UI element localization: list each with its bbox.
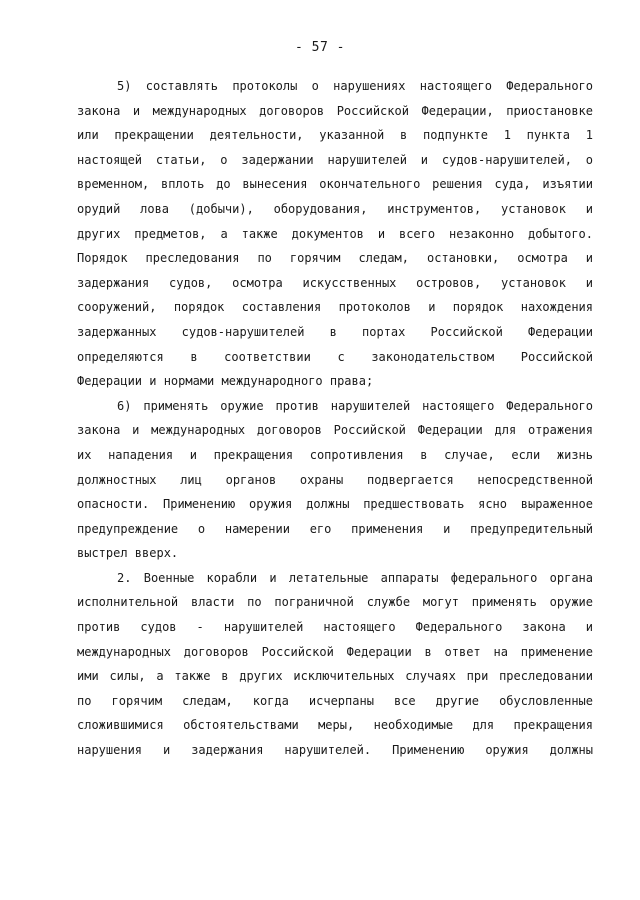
text-line: орудий лова (добычи), оборудования, инструментов, установок и [77, 201, 593, 216]
text-line: закона и международных договоров Российской Федерации, приостановке [77, 103, 593, 118]
text-line: Порядок преследования по горячим следам, остановки, осмотра и [77, 251, 593, 266]
text-line: 2. Военные корабли и летательные аппараты федерального органа [117, 570, 593, 585]
paragraph-item-5 [77, 74, 593, 394]
text-line: нарушения и задержания нарушителей. Применению оружия должны [77, 743, 593, 758]
text-line: других предметов, а также документов и всего незаконно добытого. [77, 226, 593, 241]
text-line: ими силы, а также в других исключительных случаях при преследовании [77, 669, 593, 684]
paragraph-clause-2 [77, 566, 593, 763]
text-line: Федерации и нормами международного права; [77, 374, 374, 389]
text-line: задержанных судов-нарушителей в портах Российской Федерации [77, 324, 593, 339]
text-line: против судов - нарушителей настоящего Федерального закона и [77, 620, 593, 635]
text-line: сооружений, порядок составления протоколов и порядок нахождения [77, 300, 593, 315]
text-line: временном, вплоть до вынесения окончательного решения суда, изъятии [77, 177, 593, 192]
text-line: 6) применять оружие против нарушителей настоящего Федерального [117, 398, 593, 413]
text-line: должностных лиц органов охраны подвергается непосредственной [77, 472, 593, 487]
text-line: опасности. Применению оружия должны предшествовать ясно выраженное [77, 497, 593, 512]
text-line: международных договоров Российской Федерации в ответ на применение [77, 644, 593, 659]
text-line: закона и международных договоров Российской Федерации для отражения [77, 423, 593, 438]
text-line: 5) составлять протоколы о нарушениях настоящего Федерального [117, 79, 593, 93]
text-line: их нападения и прекращения сопротивления в случае, если жизнь [77, 447, 593, 462]
document-body [77, 74, 593, 763]
text-line: сложившимися обстоятельствами меры, необходимые для прекращения [77, 718, 593, 733]
text-line: предупреждение о намерении его применения и предупредительный [77, 521, 593, 536]
text-line: задержания судов, осмотра искусственных островов, установок и [77, 275, 593, 290]
text-line: выстрел вверх. [77, 546, 179, 561]
text-line: по горячим следам, когда исчерпаны все другие обусловленные [77, 693, 593, 708]
text-line: настоящей статьи, о задержании нарушителей и судов-нарушителей, о [77, 152, 593, 167]
page-number: - 57 - [295, 40, 345, 55]
text-line: исполнительной власти по пограничной службе могут применять оружие [77, 595, 593, 610]
text-line: определяются в соответствии с законодательством Российской [77, 349, 593, 364]
paragraph-item-6 [77, 394, 593, 566]
text-line: или прекращении деятельности, указанной в подпункте 1 пункта 1 [77, 128, 593, 143]
